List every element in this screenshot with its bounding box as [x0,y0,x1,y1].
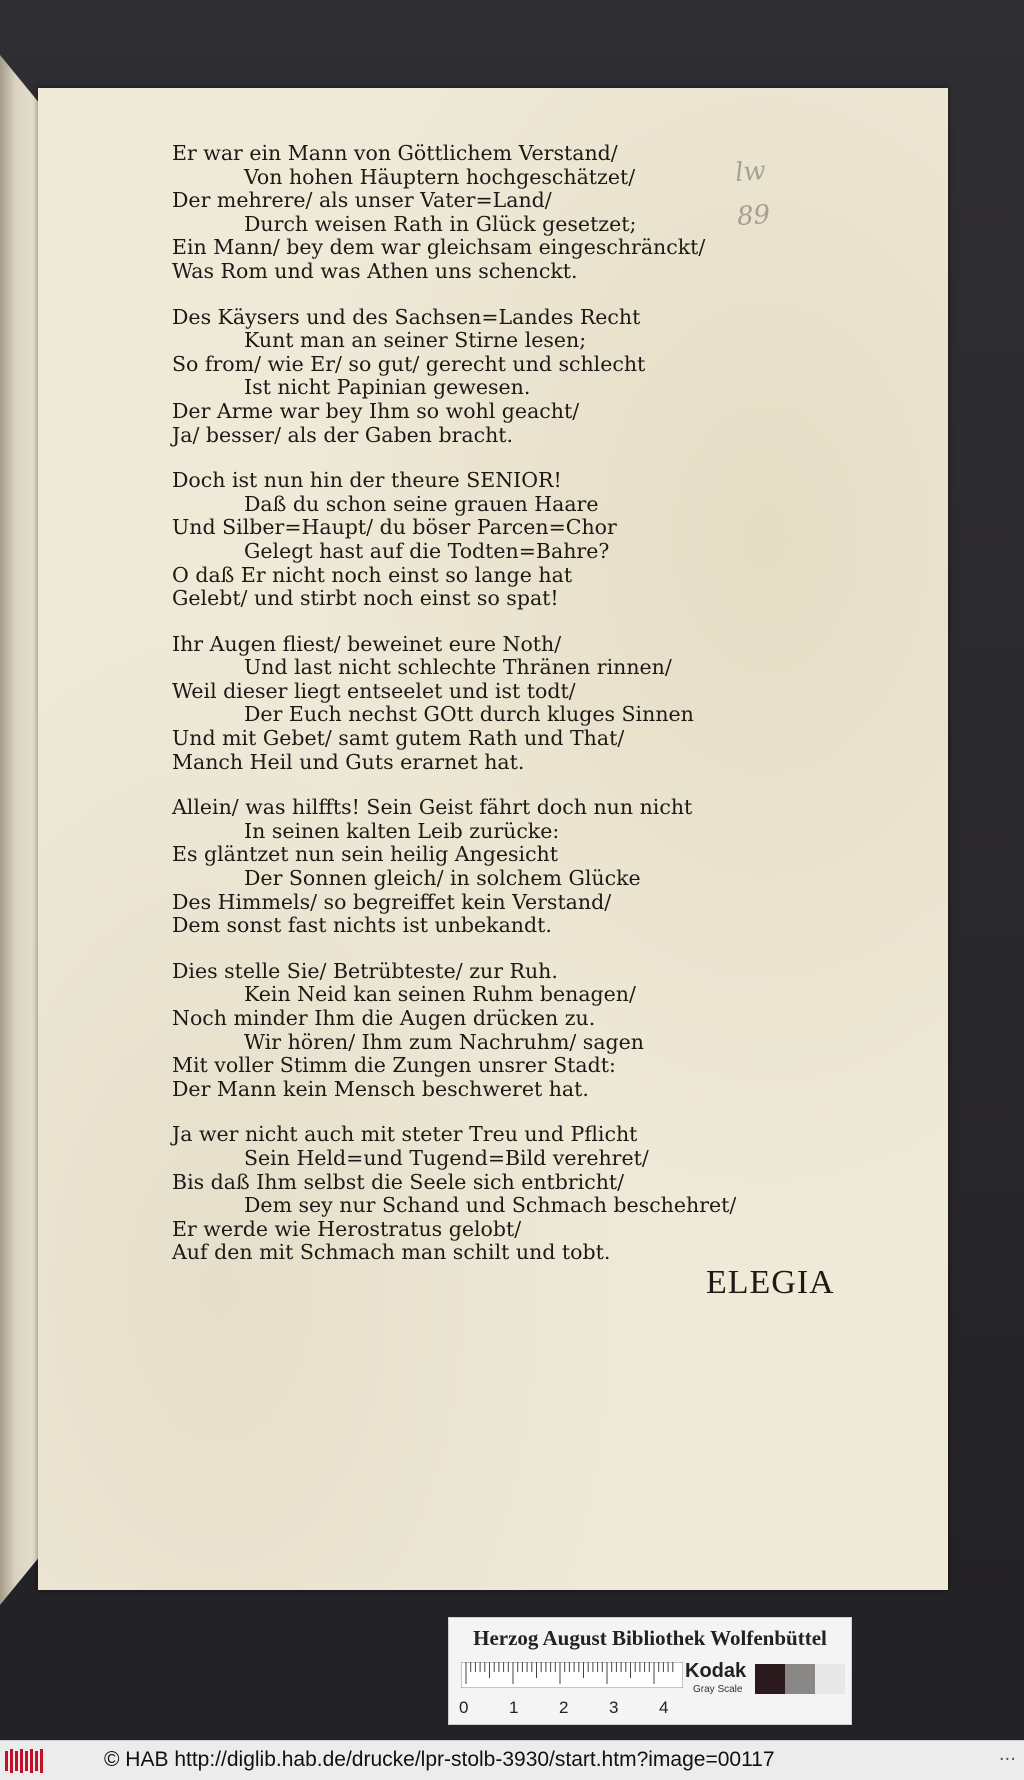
poem-line: Durch weisen Rath in Glück gesetzet; [244,211,637,236]
poem-line: Ein Mann/ bey dem war gleichsam eingeschränckt/ [172,235,706,260]
annotation-line: lw [734,156,767,189]
poem-line: Gelebt/ und stirbt noch einst so spat! [172,586,559,611]
poem-line: Der Sonnen gleich/ in solchem Glücke [244,866,641,891]
poem-line: Wir hören/ Ihm zum Nachruhm/ sagen [244,1029,645,1054]
poem-stanza [172,142,732,284]
gray-swatch-mid [785,1664,815,1694]
ruler-number: 2 [559,1698,569,1717]
poem-line: Der Euch nechst GOtt durch kluges Sinnen [244,702,694,727]
poem-line: Kunt man an seiner Stirne lesen; [244,328,587,353]
poem-line: Daß du schon seine grauen Haare [244,491,599,516]
scale-ruler [461,1662,683,1688]
citation-link[interactable]: © HAB http://diglib.hab.de/drucke/lpr-stolb-3930/start.htm?image=00117 [104,1748,775,1771]
poem-line: Was Rom und was Athen uns schenckt. [172,258,578,283]
poem-stanza [172,306,732,448]
hab-logo-icon [4,1748,44,1774]
gray-swatch-light [815,1664,845,1694]
poem-line: Des Himmels/ so begreiffet kein Verstand/ [172,889,612,914]
gray-scale-label: Gray Scale [693,1684,743,1695]
gray-swatch-dark [755,1664,785,1694]
poem-line: Manch Heil und Guts erarnet hat. [172,749,525,774]
poem-line: Ja wer nicht auch mit steter Treu und Pflicht [172,1122,638,1147]
poem-line: Allein/ was hilffts! Sein Geist fährt doch nun nicht [172,795,693,820]
poem-line: So from/ wie Er/ so gut/ gerecht und schlecht [172,351,646,376]
poem-line: Dem sey nur Schand und Schmach beschehret/ [244,1193,737,1218]
catchword: ELEGIA [706,1264,835,1301]
poem-stanza [172,1122,737,1265]
poem-line: Er war ein Mann von Göttlichem Verstand/ [172,141,618,165]
poem-text [172,141,737,1287]
poem-line: Ist nicht Papinian gewesen. [244,375,531,400]
poem-line: Noch minder Ihm die Augen drücken zu. [172,1006,596,1030]
poem-stanza [172,960,732,1102]
color-reference-card [448,1617,852,1725]
poem-line: Bis daß Ihm selbst die Seele sich entbricht/ [172,1169,625,1194]
poem-line: Sein Held=und Tugend=Bild verehret/ [244,1145,649,1170]
poem-line: Und mit Gebet/ samt gutem Rath und That/ [172,726,625,751]
poem-stanza [172,796,732,938]
viewer-footer [0,1740,1024,1780]
poem-line: Kein Neid kan seinen Ruhm benagen/ [244,982,636,1007]
poem-line: Es gläntzet nun sein heilig Angesicht [172,842,558,867]
poem-stanza [172,633,732,775]
ruler-number: 3 [609,1698,619,1717]
poem-line: Ihr Augen fliest/ beweinet eure Noth/ [172,631,562,656]
poem-line: Der mehrere/ als unser Vater=Land/ [172,188,552,213]
previous-page-edge [0,55,38,1605]
poem-line: Ja/ besser/ als der Gaben bracht. [172,422,514,447]
poem-line: Des Käysers und des Sachsen=Landes Recht [172,304,641,329]
library-name: Herzog August Bibliothek Wolfenbüttel [473,1626,827,1650]
ruler-number: 0 [459,1698,469,1717]
poem-line: Gelegt hast auf die Todten=Bahre? [244,538,610,563]
poem-line: Und last nicht schlechte Thränen rinnen/ [244,655,672,680]
poem-line: Weil dieser liegt entseelet und ist todt/ [172,678,576,703]
poem-line: Er werde wie Herostratus gelobt/ [172,1216,522,1241]
poem-line: Doch ist nun hin der theure SENIOR! [172,468,562,493]
poem-line: Dem sonst fast nichts ist unbekandt. [172,913,552,938]
poem-line: O daß Er nicht noch einst so lange hat [172,562,573,587]
poem-line: Der Arme war bey Ihm so wohl geacht/ [172,398,580,423]
ruler-number: 4 [659,1698,669,1717]
ruler-number: 1 [509,1698,519,1717]
poem-line: Von hohen Häuptern hochgeschätzet/ [244,164,636,189]
poem-line: Und Silber=Haupt/ du böser Parcen=Chor [172,515,617,540]
poem-line: Auf den mit Schmach man schilt und tobt. [172,1240,611,1265]
more-options-icon[interactable]: ··· [998,1749,1016,1770]
poem-line: Der Mann kein Mensch beschweret hat. [172,1076,589,1101]
poem-line: Dies stelle Sie/ Betrübteste/ zur Ruh. [172,958,558,983]
poem-line: In seinen kalten Leib zurücke: [244,818,560,843]
poem-stanza [172,469,732,611]
kodak-brand: Kodak [685,1660,747,1682]
annotation-line: 89 [735,199,772,233]
poem-line: Mit voller Stimm die Zungen unsrer Stadt: [172,1053,616,1078]
